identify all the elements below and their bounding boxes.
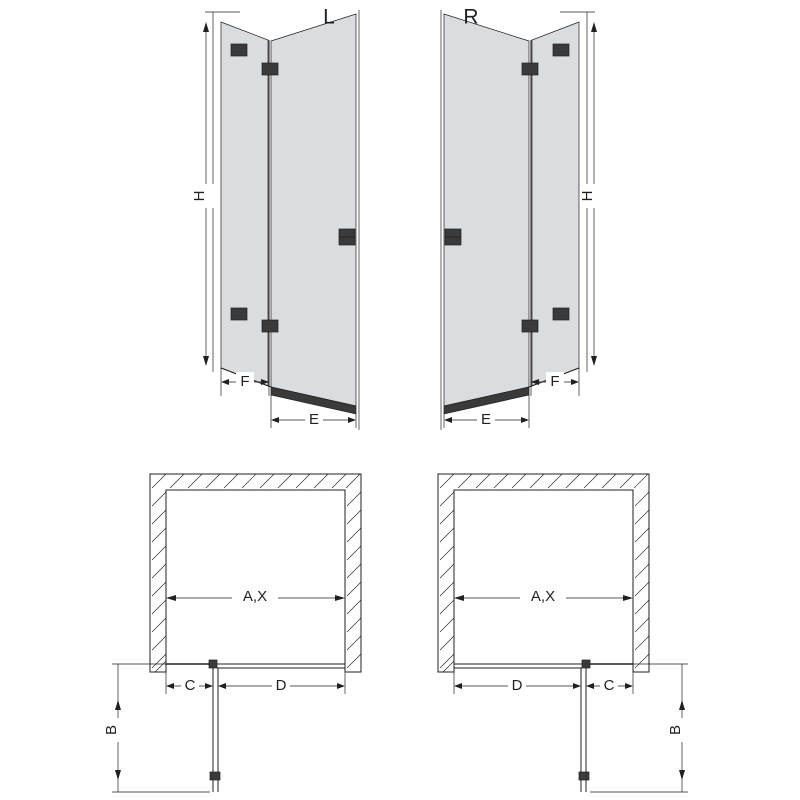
elevation-left-hinge-top-outer (231, 44, 247, 56)
plan-left-hinge-block (209, 660, 217, 668)
elevation-left-hinge-top-inner (262, 63, 278, 75)
dimension-AX-left (166, 586, 345, 608)
label-AX-right: A,X (530, 587, 556, 605)
dimension-H-left (191, 22, 216, 366)
dimension-AX-right (454, 586, 633, 608)
plan-left-wall-outline (150, 474, 361, 672)
elevation-left-view (191, 6, 359, 430)
dimension-C-right (586, 668, 633, 696)
plan-left-wall-hatch (152, 474, 361, 672)
elevation-right-door-handle (445, 229, 461, 245)
dimension-D-left (218, 668, 345, 696)
plan-right-view (438, 474, 692, 792)
label-E-left: E (308, 410, 320, 428)
label-B-right: B (666, 724, 684, 736)
elevation-right-hinge-top-outer (553, 44, 569, 56)
elevation-left-hinge-bottom-outer (231, 308, 247, 320)
label-B-left: B (102, 724, 120, 736)
label-L: L (323, 5, 335, 29)
label-D-left: D (275, 676, 287, 694)
label-D-right: D (511, 676, 523, 694)
elevation-right-view (441, 6, 604, 430)
elevation-left-door-panel (271, 14, 356, 406)
dimension-D-right (454, 668, 581, 696)
elevation-right-hinge-bottom-inner (522, 320, 538, 332)
plan-right-door-handle-plan (579, 772, 589, 780)
label-F-right: F (550, 372, 560, 390)
elevation-right-hinge-bottom-outer (553, 308, 569, 320)
label-C-left: C (184, 676, 196, 694)
dimension-H-right (579, 22, 604, 366)
elevation-right-door-panel (444, 14, 529, 406)
label-R: R (463, 5, 479, 29)
label-F-left: F (240, 372, 250, 390)
elevation-left-hinge-bottom-inner (262, 320, 278, 332)
plan-right-hinge-block (582, 660, 590, 668)
elevation-left-door-handle (339, 229, 355, 245)
plan-left-view (103, 474, 361, 792)
label-E-right: E (480, 410, 492, 428)
dimension-C-left (166, 668, 213, 696)
plan-right-wall-outline (438, 474, 649, 672)
elevation-left-fixed-panel (221, 22, 268, 386)
plan-right-wall-hatch (440, 474, 649, 672)
elevation-right-fixed-panel (532, 22, 579, 386)
label-C-right: C (603, 676, 615, 694)
elevation-right-hinge-top-inner (522, 63, 538, 75)
label-H-left: H (190, 190, 208, 202)
plan-left-door-handle-plan (210, 772, 220, 780)
label-H-right: H (578, 190, 596, 202)
label-AX-left: A,X (242, 587, 268, 605)
